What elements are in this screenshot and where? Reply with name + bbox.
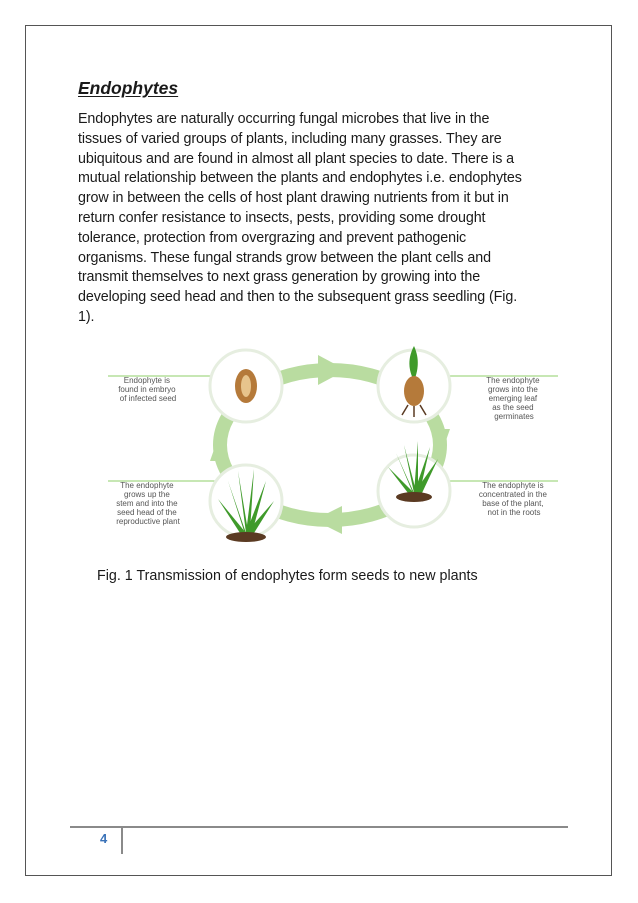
paragraph-line: tolerance, protection from overgrazing and prevent pathogenic [78,229,467,246]
section-heading: Endophytes [78,78,179,98]
label-line: reproductive plant [116,517,180,526]
label-line: The endophyte [120,481,174,490]
paragraph-line: mutual relationship between the plants and endophytes i.e. endophytes [78,170,522,187]
label-line: not in the roots [487,508,541,517]
label-top-left [118,376,178,403]
paragraph-line: organisms. These fungal strands grow between the plant cells and [78,249,491,266]
label-line: of infected seed [119,394,177,403]
footer-rule [70,826,568,828]
paragraph-line: grow in between the cells of host plant drawing nutrients from it but in [78,190,509,207]
label-line: Endophyte is [123,376,171,385]
footer-divider [121,828,123,854]
label-line: The endophyte [486,376,540,385]
label-line: grows up the [123,490,170,499]
paragraph-line: return confer resistance to insects, pests, providing some drought [78,209,486,226]
paragraph-line: Endophytes are naturally occurring fungal microbes that live in the [78,111,490,127]
germinating-seed-icon [404,376,424,406]
label-bottom-left [116,481,180,526]
label-line: The endophyte is [482,481,544,490]
paragraph-line: tissues of varied groups of plants, including many grasses. They are [78,130,502,147]
seed-embryo-icon [241,375,251,397]
label-line: seed head of the [117,508,177,517]
label-line: stem and into the [116,499,178,508]
label-line: germinates [494,412,534,421]
body-paragraph [78,110,564,328]
soil-icon [226,532,266,542]
arrow-right-icon [318,355,346,385]
label-line: as the seed [492,403,534,412]
arrow-left-icon [314,506,342,534]
cycle-diagram [78,341,580,559]
soil-icon [396,492,432,502]
paragraph-line: ubiquitous and are found in almost all plant species to date. There is a [78,150,515,167]
label-line: emerging leaf [488,394,538,403]
label-top-right [486,376,542,421]
label-line: grows into the [487,385,538,394]
label-line: concentrated in the [478,490,547,499]
label-line: base of the plant, [482,499,544,508]
paragraph-line: developing seed head and then to the subsequent grass seedling (Fig. [78,289,518,306]
paragraph-line: transmit themselves to next grass generation by growing into the [78,269,481,286]
endophyte-cycle-figure [78,341,580,559]
label-line: found in embryo [118,385,176,394]
page-number: 4 [100,831,108,846]
paragraph-line: 1). [78,308,95,325]
label-bottom-right [479,481,549,517]
figure-caption: Fig. 1 Transmission of endophytes form seeds to new plants [97,568,478,584]
